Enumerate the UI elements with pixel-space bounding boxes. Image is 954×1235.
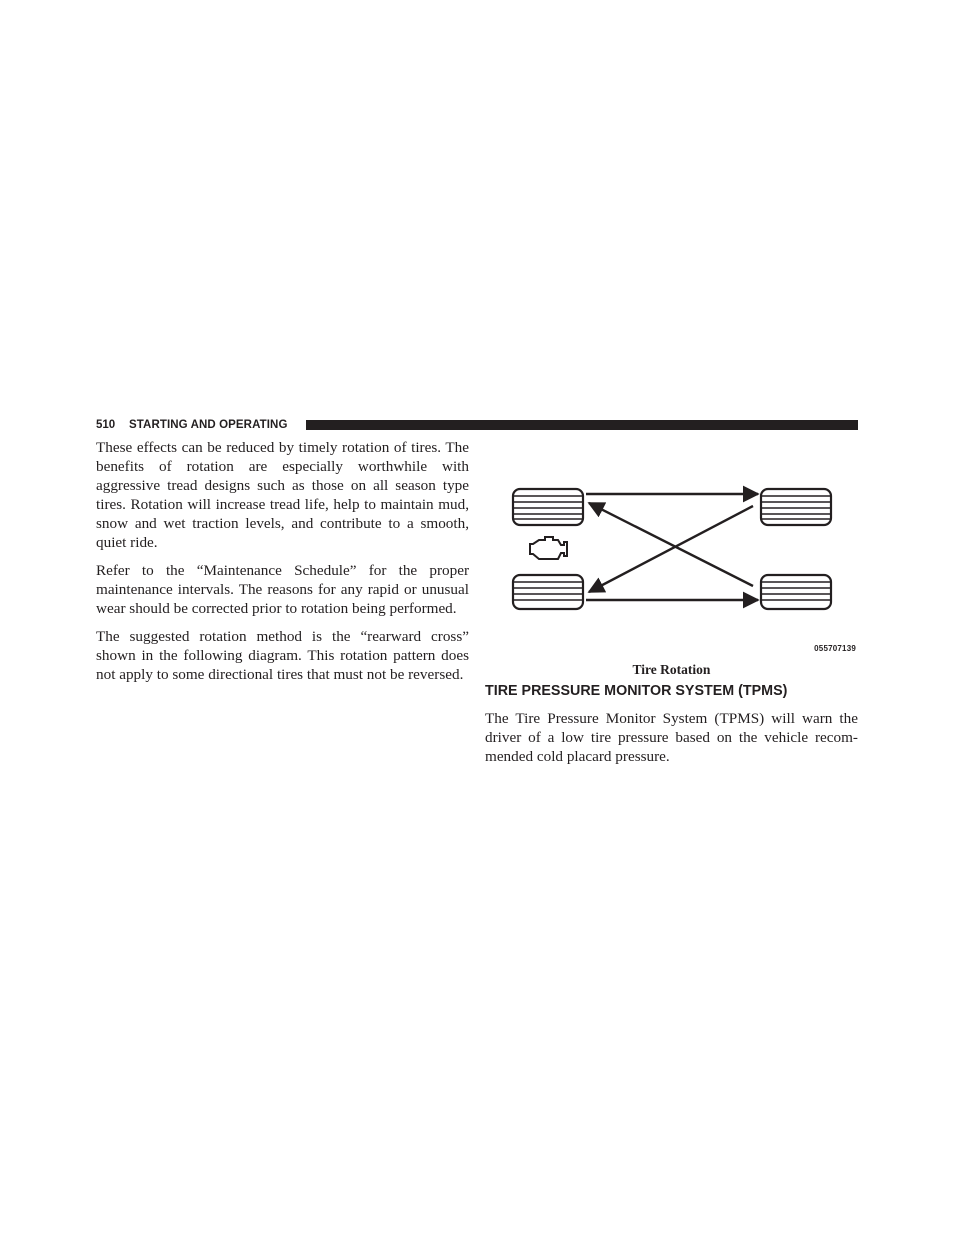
page-header xyxy=(96,418,858,432)
tire-icon xyxy=(513,575,583,609)
tire-icon xyxy=(761,575,831,609)
left-column xyxy=(96,438,469,693)
figure-code: 055707139 xyxy=(814,644,856,653)
figure-caption: Tire Rotation xyxy=(632,662,711,677)
arrow-icon xyxy=(589,506,753,592)
tire-icon xyxy=(761,489,831,525)
engine-icon xyxy=(530,537,567,559)
header-rule xyxy=(306,420,858,430)
paragraph-rearward-cross: The suggested rotation method is the “rearward cross” shown in the following diagram. This rotation pattern does not apply to some directional tires that must not be reversed. xyxy=(96,628,469,683)
arrow-icon xyxy=(589,503,753,586)
right-column xyxy=(485,682,858,766)
paragraph-tpms: The Tire Pressure Monitor System (TPMS) will warn the driver of a low tire pressure based on the vehicle recom-mended cold placard pressure. xyxy=(485,710,858,765)
paragraph-tire-rotation-benefits: These effects can be reduced by timely rotation of tires. The benefits of rotation are especially worthwhile with aggressive tread designs such as those on all season type tires. Rotation will increase tread life, help to maintain mud, snow and wet traction levels, and contribute to a smooth, quiet ride. xyxy=(96,439,469,551)
section-heading-tpms: TIRE PRESSURE MONITOR SYSTEM (TPMS) xyxy=(485,683,788,699)
tire-icon xyxy=(513,489,583,525)
paragraph-maintenance-schedule: Refer to the “Maintenance Schedule” for the proper maintenance intervals. The reasons for any rapid or unusual wear should be corrected prior to rotation being performed. xyxy=(96,562,469,617)
section-title: STARTING AND OPERATING xyxy=(129,419,288,431)
tire-rotation-diagram xyxy=(485,446,858,658)
page-number: 510 xyxy=(96,419,116,431)
